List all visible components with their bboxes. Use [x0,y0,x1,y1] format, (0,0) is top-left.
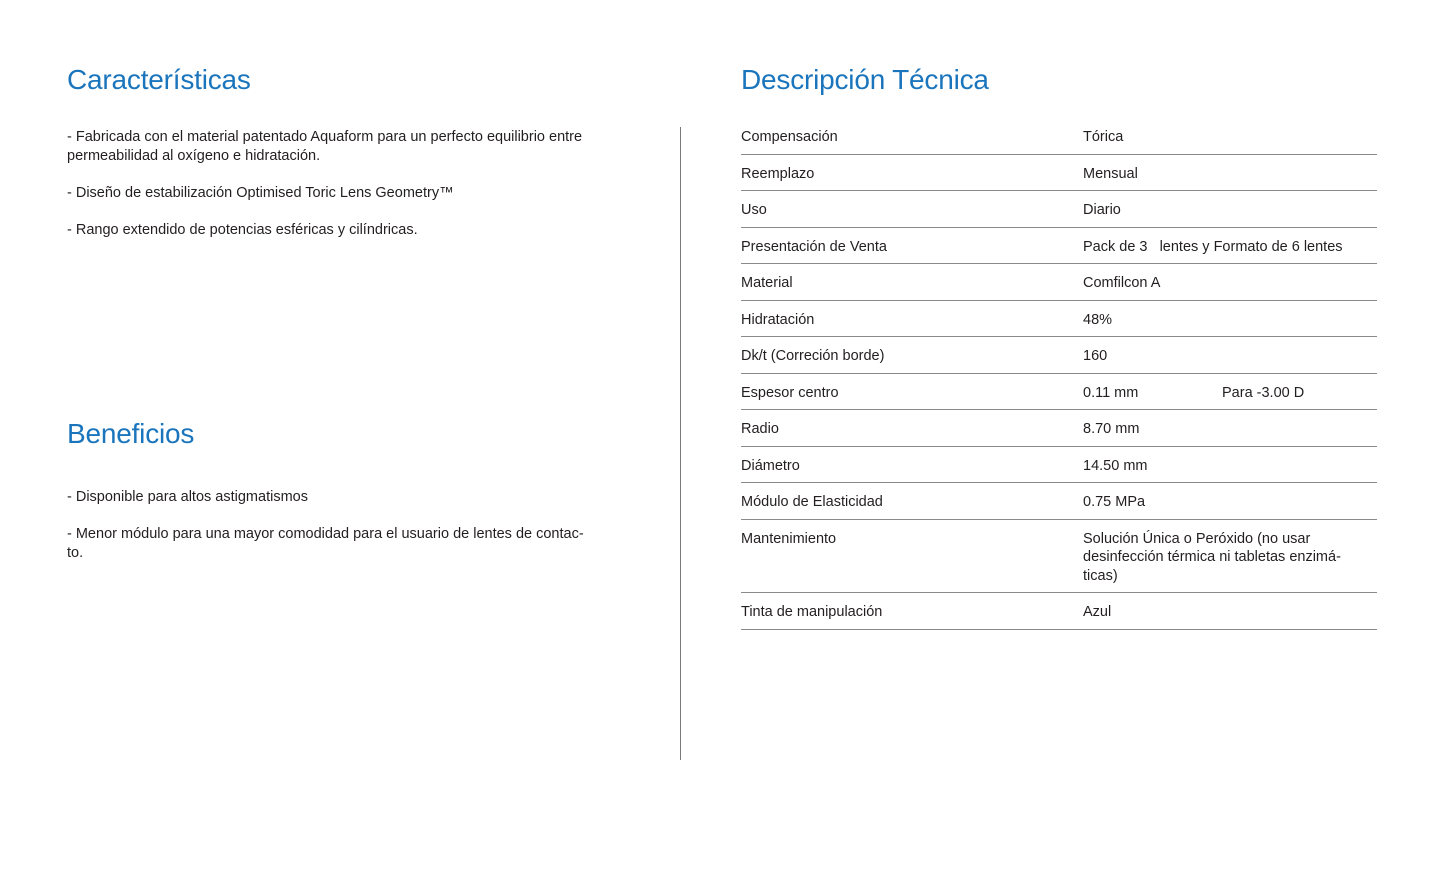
spec-value: Azul [1083,604,1112,620]
spec-row-uso [741,200,1377,228]
spec-row-compensacion [741,127,1377,155]
spec-value: 0.75 MPa [1083,494,1146,510]
spec-row-modulo-elasticidad [741,492,1377,520]
spec-value: 48% [1083,311,1113,328]
spec-label: Compensación [741,129,838,145]
spec-value: 160 [1083,348,1108,364]
spec-table [741,127,1377,639]
spec-label: Radio [741,421,779,437]
caracteristica-item: - Rango extendido de potencias esféricas y cilíndricas. [67,221,418,238]
spec-row-dkt [741,346,1377,374]
spec-value: 8.70 mm [1083,421,1140,437]
spec-label: Espesor centro [741,384,839,401]
beneficio-item: - Disponible para altos astigmatismos [67,489,308,505]
beneficios-heading: Beneficios [67,418,195,449]
spec-row-radio [741,419,1377,447]
spec-label: Reemplazo [741,165,815,182]
spec-label: Presentación de Venta [741,238,887,255]
spec-value: Comfilcon A [1083,275,1161,291]
descripcion-tecnica-heading: Descripción Técnica [741,64,989,95]
spec-row-presentacion [741,237,1377,265]
spec-row-mantenimiento [741,529,1377,594]
spec-label: Módulo de Elasticidad [741,494,883,510]
spec-value: Mensual [1083,165,1138,182]
caracteristica-item: - Fabricada con el material patentado Aquaform para un perfecto equilibrio entre permeabilidad al oxígeno e hidratación. [67,129,583,164]
spec-row-diametro [741,456,1377,484]
spec-label: Diámetro [741,457,800,474]
spec-label: Tinta de manipulación [741,604,883,620]
spec-value: 14.50 mm [1083,457,1148,474]
beneficios-list [67,488,592,581]
column-divider [680,127,681,760]
spec-label: Hidratación [741,311,815,328]
spec-label: Uso [741,202,767,218]
spec-value: Tórica [1083,129,1124,145]
spec-row-espesor-centro [741,383,1377,411]
spec-label: Mantenimiento [741,530,837,547]
spec-label: Material [741,275,793,291]
caracteristicas-heading: Características [67,64,251,95]
spec-value: 0.11 mm [1083,384,1139,401]
spec-row-reemplazo [741,164,1377,192]
spec-value: Solución Única o Peróxido (no usar desinfección térmica ni tabletas enzimá-ticas) [1083,530,1341,584]
caracteristica-item: - Diseño de estabilización Optimised Toric Lens Geometry™ [67,184,454,201]
spec-note: Para -3.00 D [1222,384,1305,401]
spec-value: Pack de 3 lentes y Formato de 6 lentes [1083,238,1343,255]
caracteristicas-list [67,128,592,258]
spec-row-tinta-manipulacion [741,602,1377,630]
spec-value: Diario [1083,202,1121,218]
beneficio-item: - Menor módulo para una mayor comodidad para el usuario de lentes de contac-to. [67,526,584,561]
spec-label: Dk/t (Correción borde) [741,348,885,364]
spec-row-hidratacion [741,310,1377,338]
spec-row-material [741,273,1377,301]
